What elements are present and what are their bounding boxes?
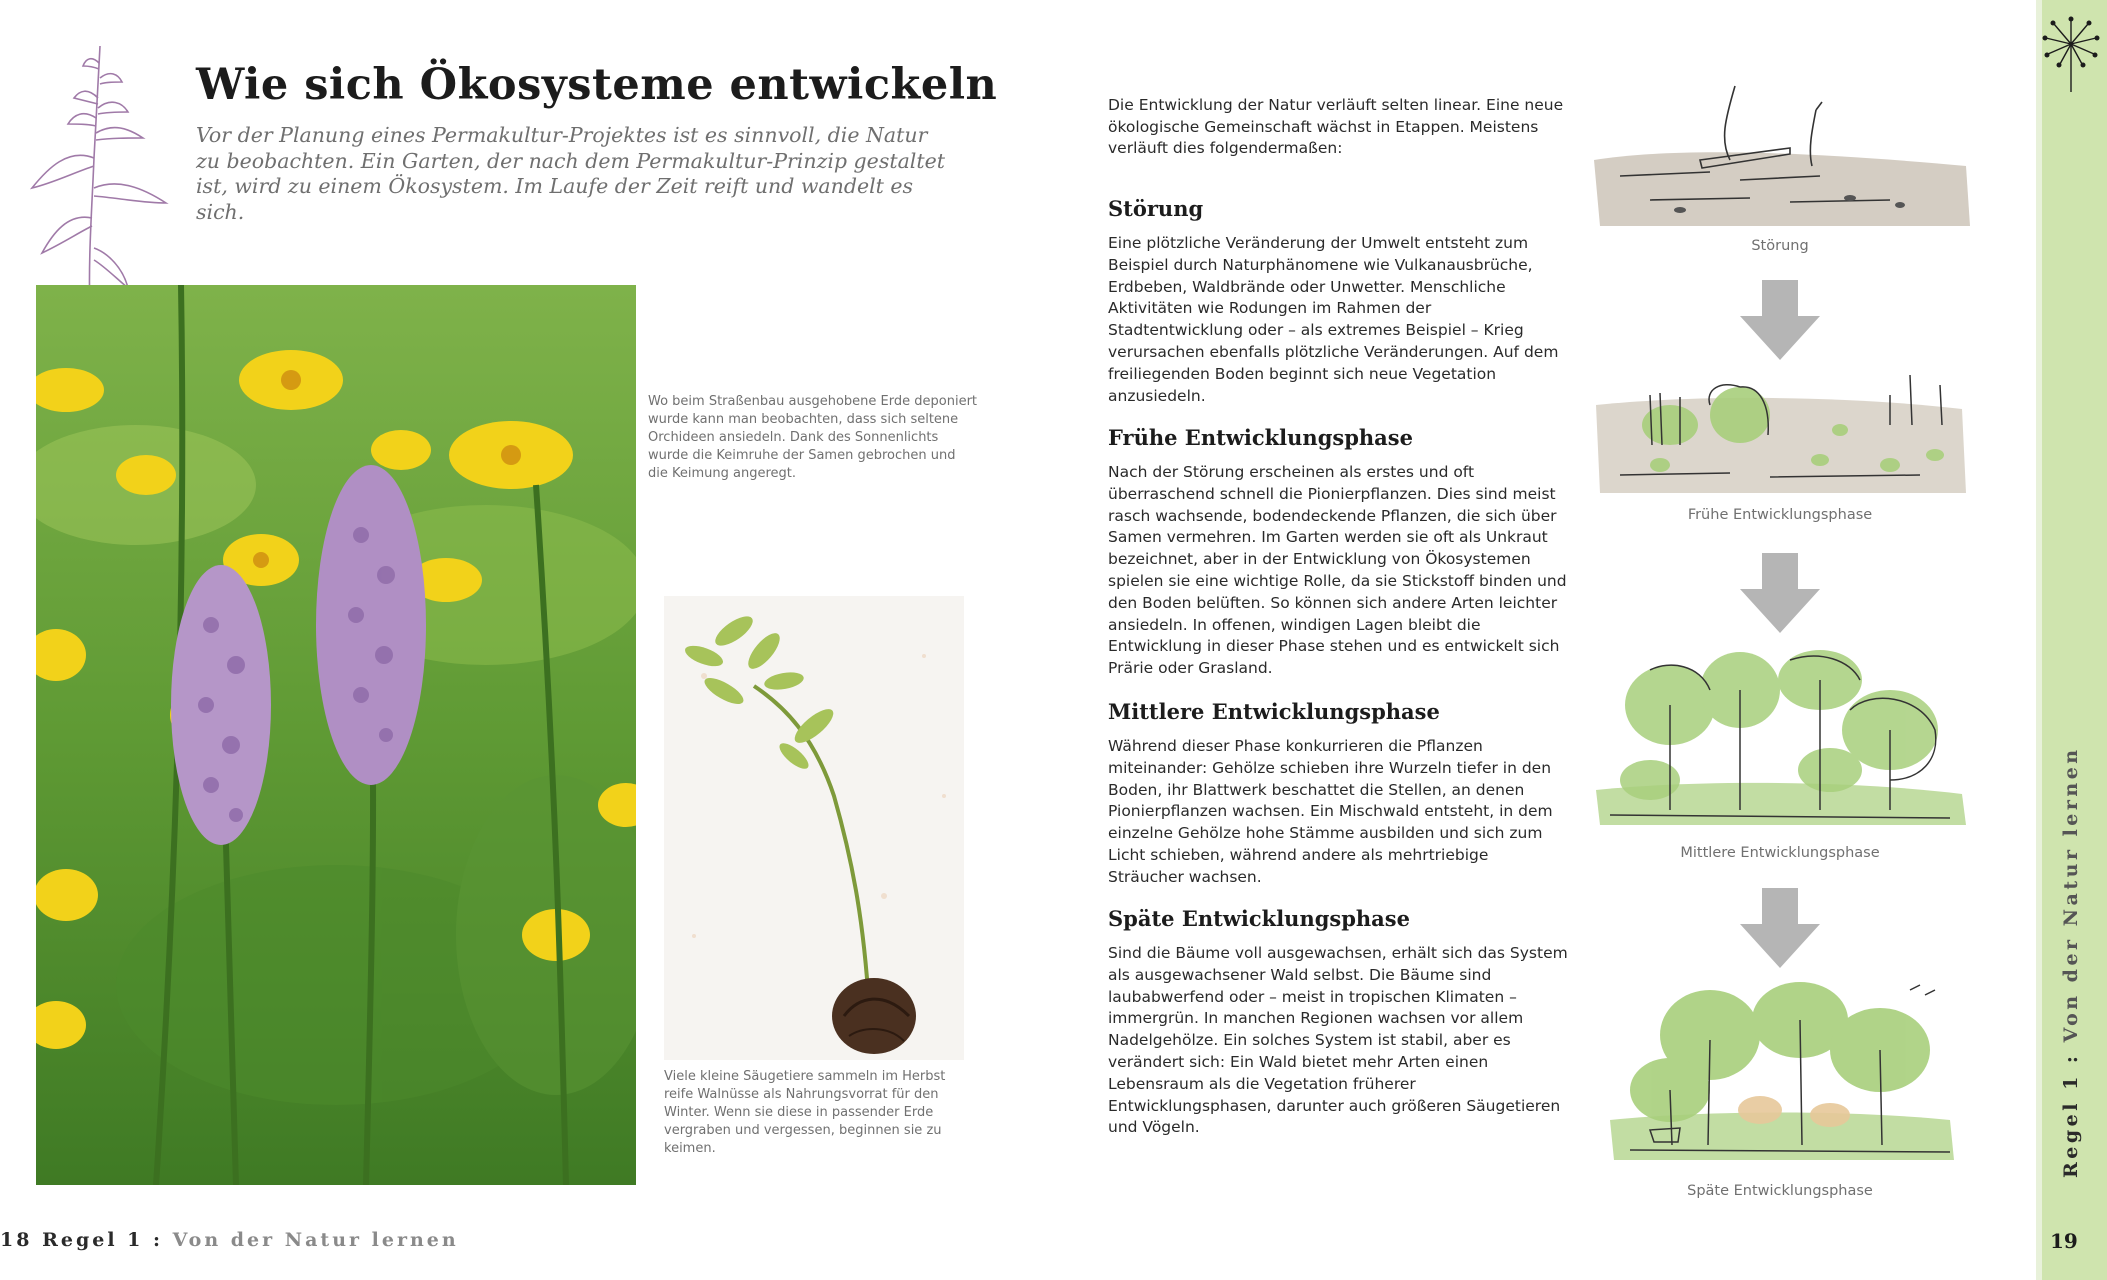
walnut-seedling-photo	[664, 596, 964, 1060]
text-fruehe-phase: Nach der Störung erscheinen als erstes und oft überraschend schnell die Pionierpflanzen. Dies sind meist rasch wachsende, bodendeckende Pflanzen, die sich über Samen vermehren. Im Garten werden sie oft als Unkraut bezeichnet, aber in der Entwicklung von Ökosystemen spielen sie eine wichtige Rolle, da sie Stickstoff binden und den Boden belüften. So können sich andere Arten leichter ansiedeln. In offenen, windigen Lagen bleibt die Entwicklung in dieser Phase stehen und es entwickelt sich Prärie oder Grasland.	[1108, 463, 1567, 678]
right-page-number: 19	[2050, 1229, 2078, 1253]
page-title: Wie sich Ökosysteme entwickeln	[196, 60, 998, 110]
dandelion-icon	[2036, 14, 2107, 94]
heading-fruehe-phase: Frühe Entwicklungsphase	[1108, 425, 1413, 450]
caption-sketch-mittlere: Mittlere Entwicklungsphase	[1680, 845, 1880, 861]
side-band-title	[2060, 746, 2082, 1178]
text-mittlere-phase: Während dieser Phase konkurrieren die Pflanzen miteinander: Gehölze schieben ihre Wurzeln tiefer in den Boden, ihr Blattwerk beschattet die Stellen, an denen Pionierpflanzen wachsen. Ein Mischwald entsteht, in dem einzelne Gehölze hohe Stämme ausbilden und sich zum Licht schieben, während andere als mehrtriebige Sträucher wachsen.	[1108, 737, 1553, 886]
intro-text: Vor der Planung eines Permakultur-Projektes ist es sinnvoll, die Natur zu beobachten. Ein Garten, der nach dem Permakultur-Prinzip gestaltet ist, wird zu einem Ökosystem. Im Laufe der Zeit reift und wandelt es sich.	[196, 123, 945, 224]
heading-spaete-phase: Späte Entwicklungsphase	[1108, 906, 1410, 931]
caption-sketch-stoerung: Störung	[1751, 238, 1809, 254]
left-footer	[0, 1229, 459, 1251]
side-band-rule: Regel 1	[2060, 1073, 2082, 1178]
arrow-down-icon	[1740, 280, 1820, 360]
heading-stoerung: Störung	[1108, 196, 1204, 221]
arrow-down-icon	[1740, 888, 1820, 968]
footer-chapter: Von der Natur lernen	[172, 1229, 459, 1251]
orchid-caption: Wo beim Straßenbau ausgehobene Erde deponiert wurde kann man beobachten, dass sich seltene Orchideen ansiedeln. Dank des Sonnenlichts wurde die Keimruhe der Samen gebrochen und die Keimung angeregt.	[648, 394, 978, 481]
arrow-down-icon	[1740, 553, 1820, 633]
footer-separator: :	[153, 1229, 164, 1251]
sketch-mittlere-phase	[1590, 650, 1970, 835]
heading-mittlere-phase: Mittlere Entwicklungsphase	[1108, 699, 1440, 724]
sketch-fruehe-phase	[1590, 365, 1970, 500]
lead-paragraph: Die Entwicklung der Natur verläuft selten linear. Eine neue ökologische Gemeinschaft wächst in Etappen. Meistens verläuft dies folgendermaßen:	[1108, 96, 1564, 157]
text-stoerung: Eine plötzliche Veränderung der Umwelt entsteht zum Beispiel durch Naturphänomene wie Vulkanausbrüche, Erdbeben, Waldbrände oder Unwetter. Menschliche Aktivitäten wie Rodungen im Rahmen der Stadtentwicklung oder – als extremes Beispiel – Krieg verursachen ebenfalls plötzliche Veränderungen. Auf dem freiliegenden Boden beginnt sich neue Vegetation anzusiedeln.	[1108, 234, 1559, 405]
walnut-caption: Viele kleine Säugetiere sammeln im Herbst reife Walnüsse als Nahrungsvorrat für den Winter. Wenn sie diese in passender Erde vergraben und vergessen, beginnen sie zu keimen.	[664, 1069, 946, 1156]
text-spaete-phase: Sind die Bäume voll ausgewachsen, erhält sich das System als ausgewachsener Wald selbst. Die Bäume sind laubabwerfend oder – meist in tropischen Klimaten – immergrün. In manchen Regionen wachsen vor allem Nadelgehölze. Ein solches System ist stabil, aber es verändert sich: Ein Wald bietet mehr Arten einen Lebensraum als die Vegetation früherer Entwicklungsphasen, darunter auch größeren Säugetieren und Vögeln.	[1108, 944, 1568, 1137]
footer-rule: Regel 1	[42, 1229, 144, 1251]
orchid-meadow-photo	[36, 285, 636, 1185]
side-band-separator: :	[2060, 1052, 2082, 1064]
left-page-number: 18	[0, 1229, 33, 1251]
caption-sketch-spaete: Späte Entwicklungsphase	[1687, 1183, 1873, 1199]
sketch-spaete-phase	[1590, 980, 1970, 1175]
caption-sketch-fruehe: Frühe Entwicklungsphase	[1687, 507, 1873, 523]
sketch-stoerung	[1590, 80, 1970, 235]
side-band-chapter: Von der Natur lernen	[2060, 746, 2082, 1043]
orchid-sketch-icon	[28, 38, 173, 313]
